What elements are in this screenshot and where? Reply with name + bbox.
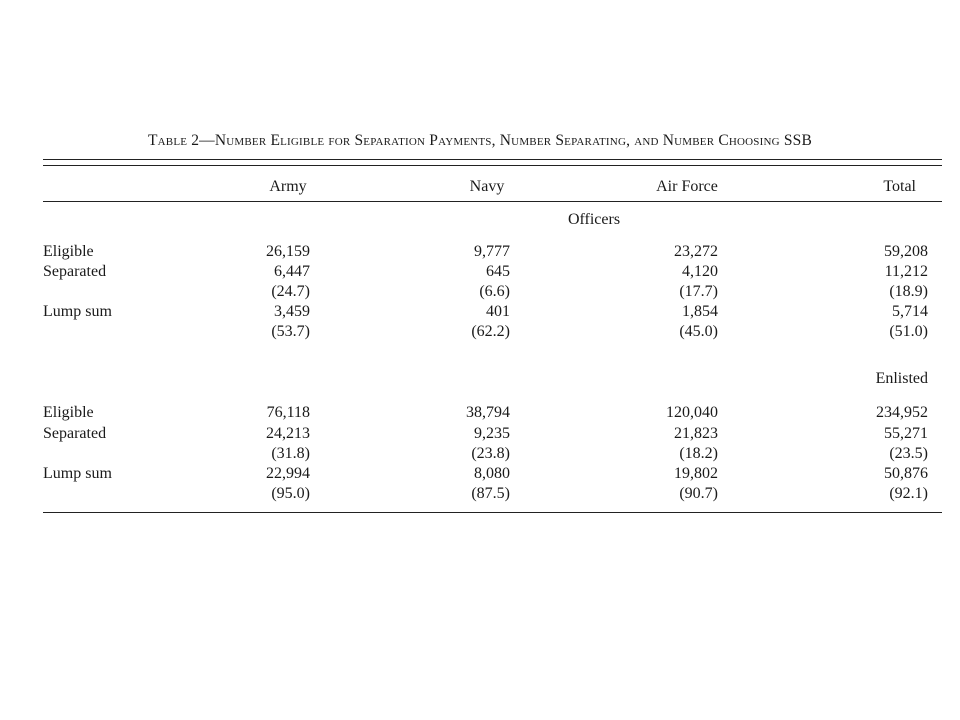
table-cell: (92.1): [889, 485, 928, 502]
top-rule-2: [43, 165, 942, 166]
table-cell: (87.5): [471, 485, 510, 502]
table-cell: (18.9): [889, 283, 928, 300]
officers-row-label-eligible: Eligible: [43, 243, 94, 260]
table-cell: 11,212: [884, 263, 928, 280]
enlisted-row-label-lump-sum: Lump sum: [43, 465, 112, 482]
table-cell: (31.8): [271, 445, 310, 462]
table-cell: (17.7): [679, 283, 718, 300]
table-cell: 26,159: [266, 243, 310, 260]
table-cell: 23,272: [674, 243, 718, 260]
table-cell: (18.2): [679, 445, 718, 462]
table-cell: 6,447: [274, 263, 310, 280]
column-header-navy: Navy: [469, 178, 505, 195]
table-cell: 19,802: [674, 465, 718, 482]
table-cell: 234,952: [876, 404, 928, 421]
table-cell: 401: [486, 303, 510, 320]
table-cell: 120,040: [666, 404, 718, 421]
table-cell: 21,823: [674, 425, 718, 442]
table-cell: 645: [486, 263, 510, 280]
section-label-officers: Officers: [567, 211, 621, 228]
table-cell: 3,459: [274, 303, 310, 320]
table-cell: (6.6): [479, 283, 510, 300]
column-header-air-force: Air Force: [656, 178, 718, 195]
table-cell: 50,876: [884, 465, 928, 482]
table-cell: (23.5): [889, 445, 928, 462]
column-header-army: Army: [269, 178, 307, 195]
table-cell: (62.2): [471, 323, 510, 340]
table-cell: 9,235: [474, 425, 510, 442]
table-cell: 55,271: [884, 425, 928, 442]
table-cell: 5,714: [892, 303, 928, 320]
officers-row-label-lump-sum: Lump sum: [43, 303, 112, 320]
header-rule: [43, 201, 942, 202]
table-cell: (53.7): [271, 323, 310, 340]
bottom-rule: [43, 512, 942, 513]
table-cell: (95.0): [271, 485, 310, 502]
table-cell: 38,794: [466, 404, 510, 421]
table-cell: (51.0): [889, 323, 928, 340]
table-cell: 9,777: [474, 243, 510, 260]
top-rule-1: [43, 159, 942, 160]
table-cell: 4,120: [682, 263, 718, 280]
table-cell: (24.7): [271, 283, 310, 300]
table-cell: 22,994: [266, 465, 310, 482]
enlisted-row-label-separated: Separated: [43, 425, 107, 442]
table-cell: 24,213: [266, 425, 310, 442]
table-cell: 8,080: [474, 465, 510, 482]
table-cell: 76,118: [266, 404, 310, 421]
table-cell: 1,854: [682, 303, 718, 320]
table-cell: (90.7): [679, 485, 718, 502]
table-cell: 59,208: [884, 243, 928, 260]
column-header-total: Total: [883, 178, 916, 195]
table-caption-text: Table 2—Number Eligible for Separation Payments, Number Separating, and Number Choosing SSB: [147, 132, 813, 149]
section-label-enlisted: Enlisted: [875, 370, 928, 387]
officers-row-label-separated: Separated: [43, 263, 107, 280]
table-caption: [40, 132, 920, 150]
table-cell: (23.8): [471, 445, 510, 462]
table-cell: (45.0): [679, 323, 718, 340]
enlisted-row-label-eligible: Eligible: [43, 404, 94, 421]
